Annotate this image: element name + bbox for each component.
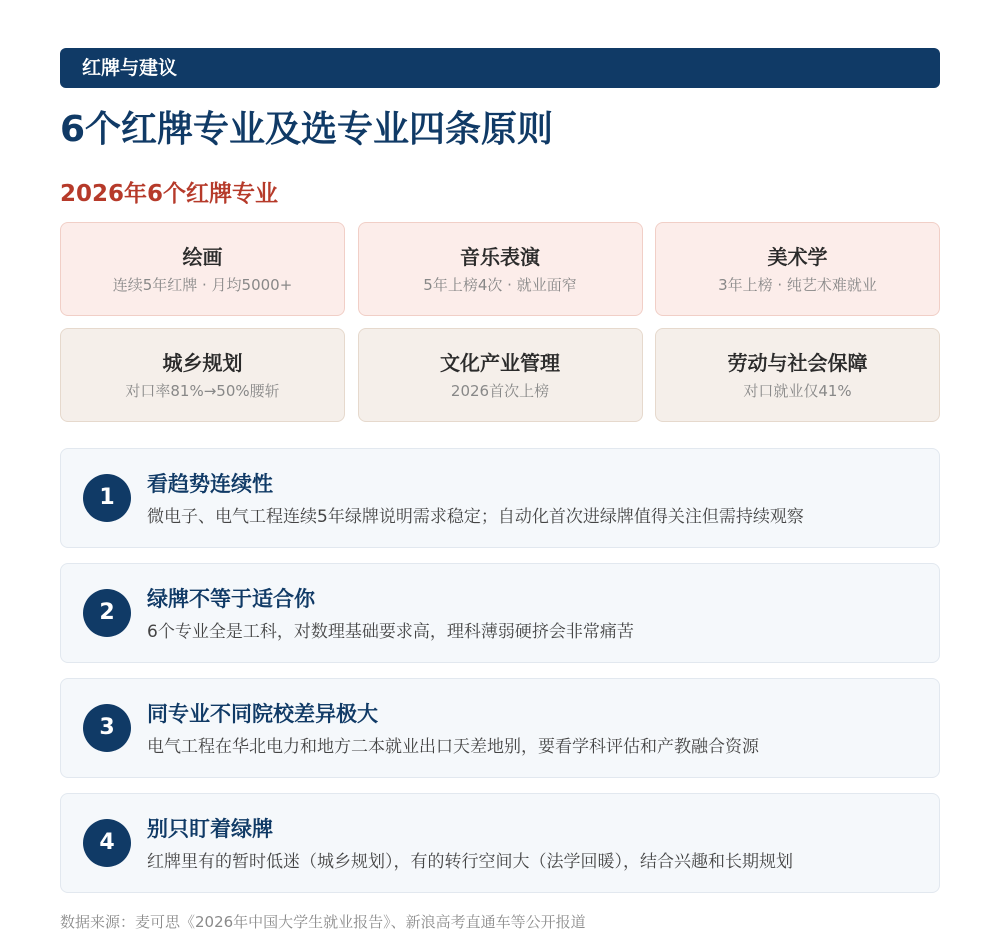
principle-desc: 微电子、电气工程连续5年绿牌说明需求稳定；自动化首次进绿牌值得关注但需持续观察 bbox=[147, 507, 804, 527]
principle-item bbox=[60, 793, 940, 893]
principle-item bbox=[60, 448, 940, 548]
major-name: 美术学 bbox=[767, 245, 828, 269]
major-desc: 连续5年红牌 · 月均5000+ bbox=[112, 276, 293, 294]
major-desc: 5年上榜4次 · 就业面窄 bbox=[423, 276, 577, 294]
major-card bbox=[60, 328, 345, 422]
principle-list bbox=[60, 448, 940, 908]
major-name: 音乐表演 bbox=[460, 245, 540, 269]
major-card-grid bbox=[60, 222, 940, 422]
principle-number-badge: 2 bbox=[83, 589, 131, 637]
major-name: 绘画 bbox=[182, 245, 223, 269]
principle-desc: 红牌里有的暂时低迷（城乡规划），有的转行空间大（法学回暖），结合兴趣和长期规划 bbox=[147, 852, 793, 872]
principle-number-badge: 1 bbox=[83, 474, 131, 522]
section-header-bar bbox=[60, 48, 940, 88]
principle-title: 同专业不同院校差异极大 bbox=[147, 702, 378, 726]
principle-number-badge: 4 bbox=[83, 819, 131, 867]
major-name: 城乡规划 bbox=[162, 351, 243, 375]
principle-item bbox=[60, 563, 940, 663]
major-desc: 3年上榜 · 纯艺术难就业 bbox=[718, 276, 877, 294]
principle-item bbox=[60, 678, 940, 778]
principle-title: 别只盯着绿牌 bbox=[147, 817, 273, 841]
major-card bbox=[60, 222, 345, 316]
principle-title: 看趋势连续性 bbox=[147, 472, 273, 496]
principle-desc: 电气工程在华北电力和地方二本就业出口天差地别，要看学科评估和产教融合资源 bbox=[147, 737, 759, 757]
major-desc: 对口就业仅41% bbox=[743, 382, 852, 400]
major-card bbox=[655, 222, 940, 316]
principle-desc: 6个专业全是工科，对数理基础要求高，理科薄弱硬挤会非常痛苦 bbox=[147, 622, 634, 642]
section-label: 红牌与建议 bbox=[82, 57, 178, 79]
major-desc: 对口率81%→50%腰斩 bbox=[125, 382, 280, 400]
principle-title: 绿牌不等于适合你 bbox=[147, 587, 315, 611]
major-card bbox=[655, 328, 940, 422]
principle-number-badge: 3 bbox=[83, 704, 131, 752]
major-card bbox=[358, 328, 643, 422]
red-card-subtitle: 2026年6个红牌专业 bbox=[60, 181, 279, 207]
data-source-note: 数据来源：麦可思《2026年中国大学生就业报告》、新浪高考直通车等公开报道 bbox=[60, 913, 586, 931]
major-card bbox=[358, 222, 643, 316]
major-name: 劳动与社会保障 bbox=[727, 351, 868, 375]
major-desc: 2026首次上榜 bbox=[450, 382, 550, 400]
major-name: 文化产业管理 bbox=[440, 351, 560, 375]
page-title: 6个红牌专业及选专业四条原则 bbox=[60, 109, 554, 150]
